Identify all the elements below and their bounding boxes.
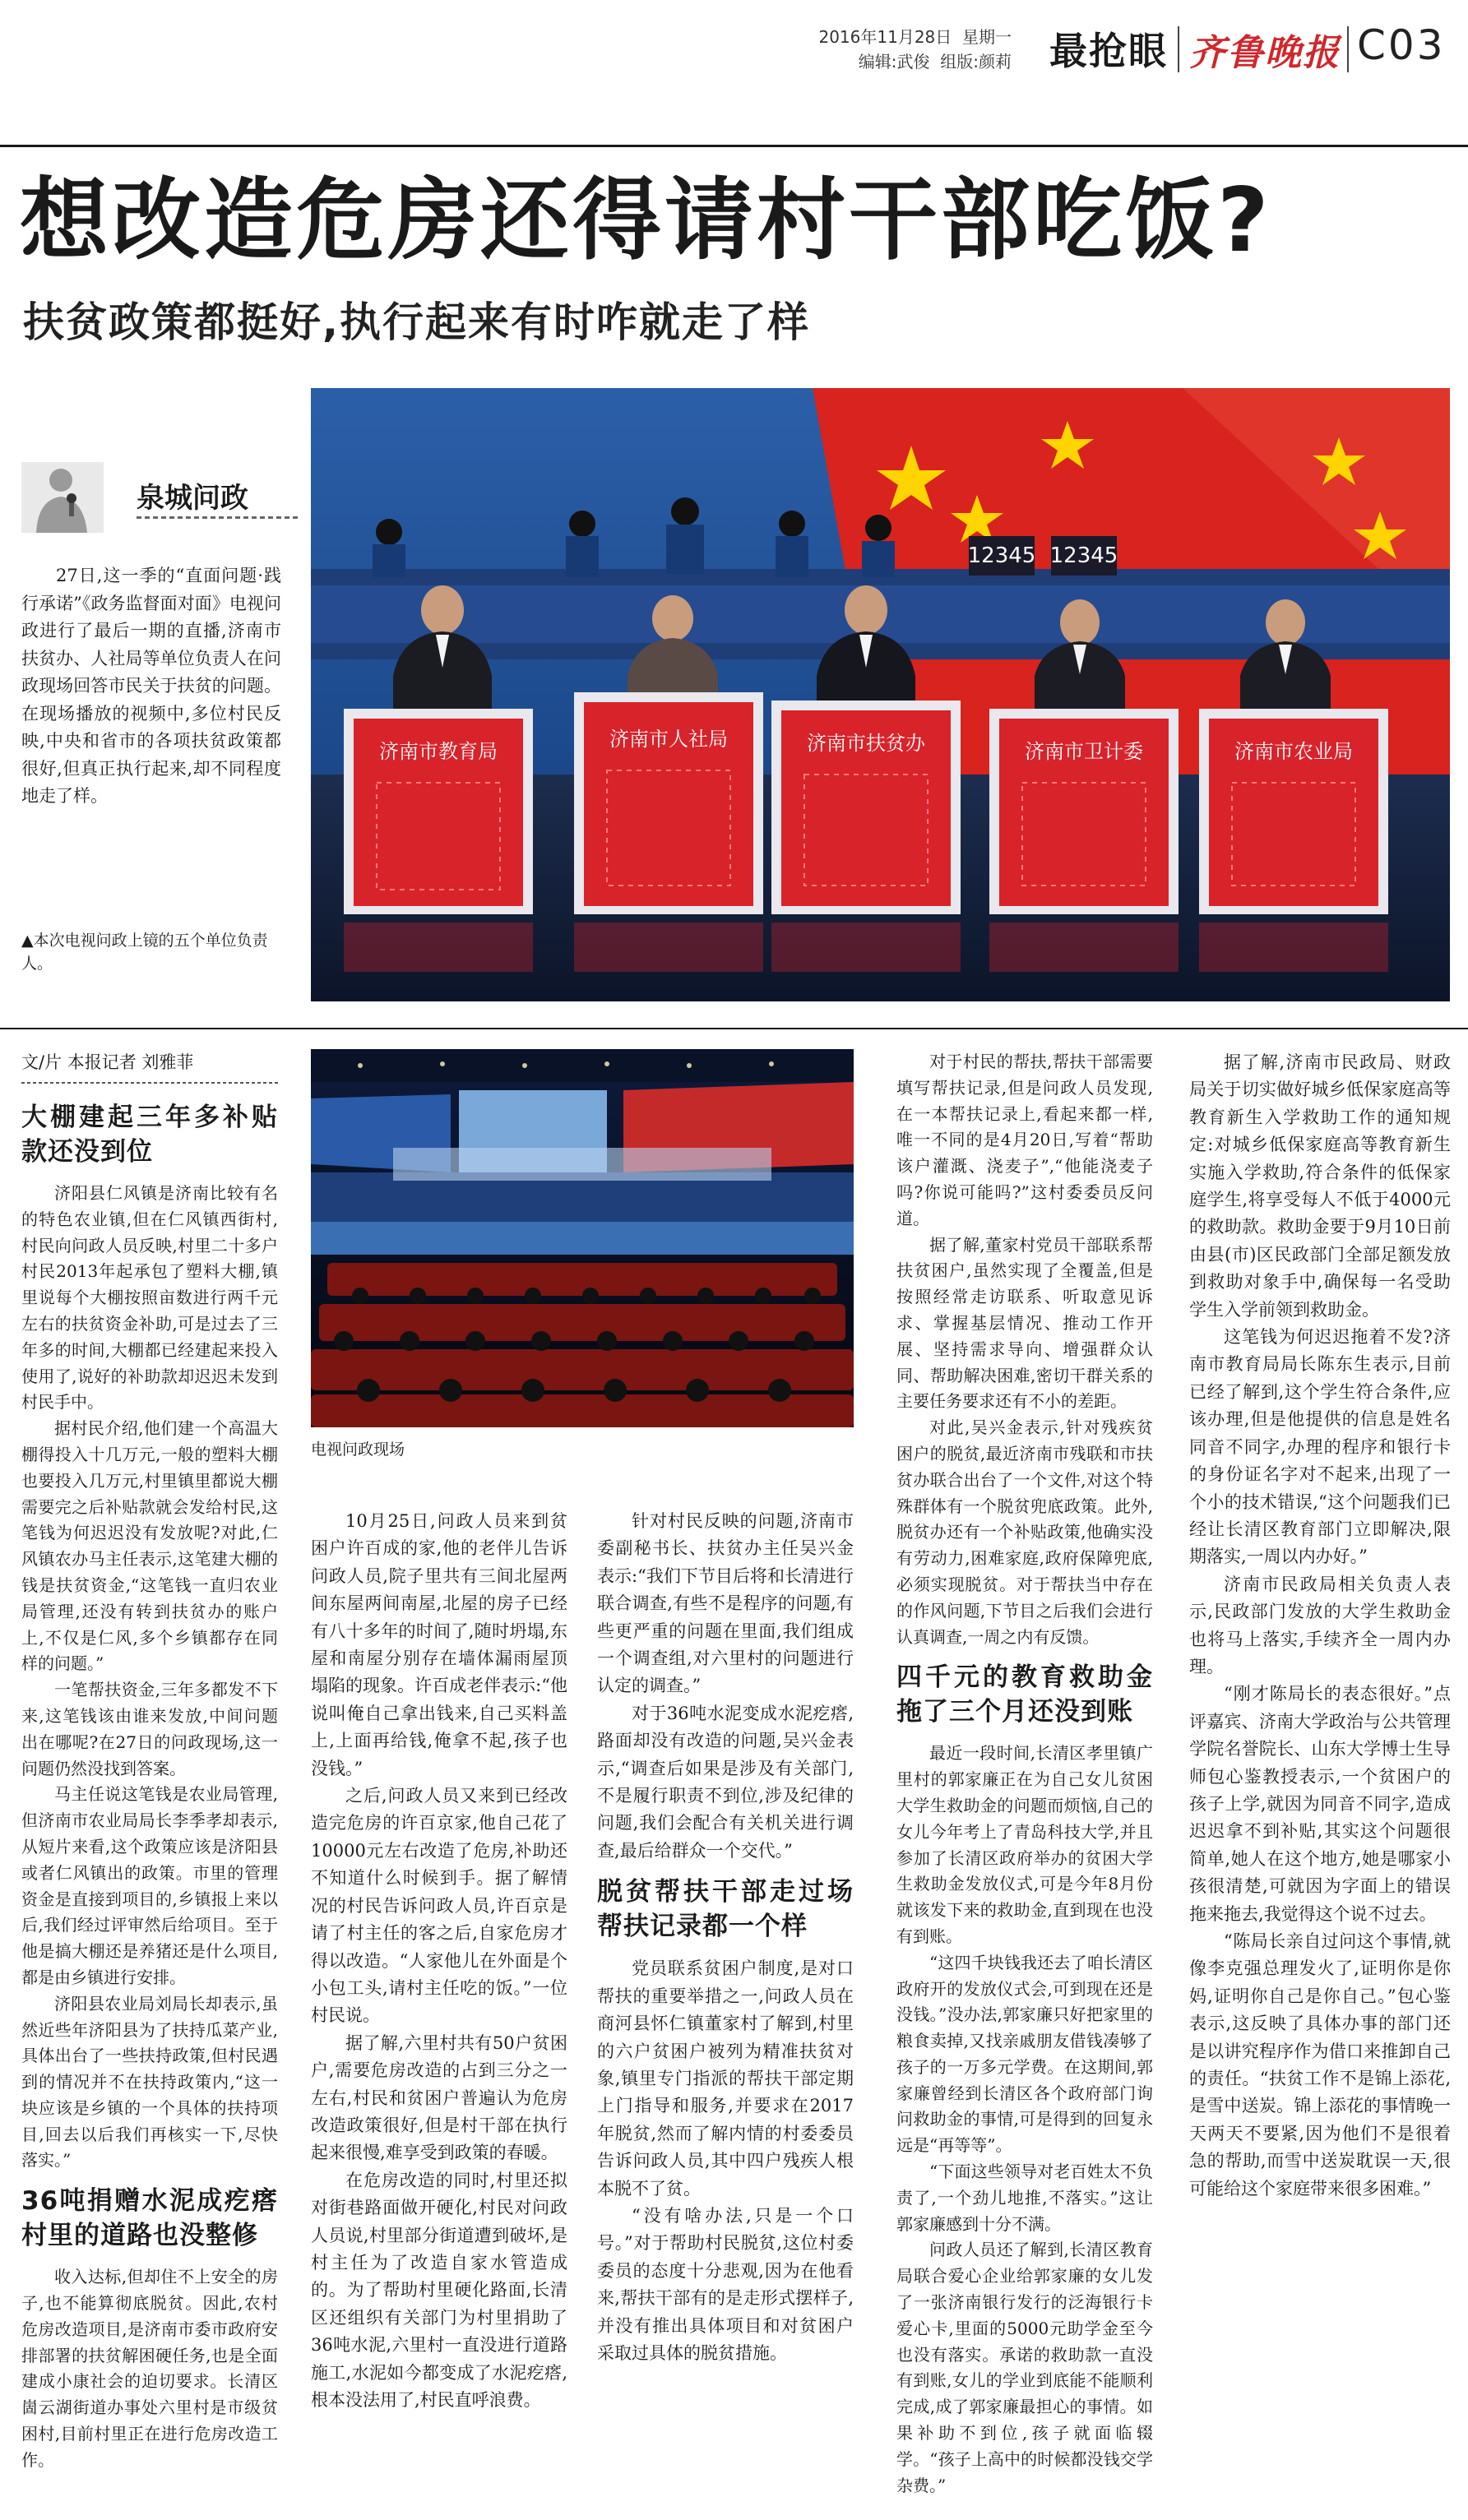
paragraph: 据了解,六里村共有50户贫困户,需要危房改造的占到三分之一左右,村民和贫困户普遍认为危房改造政策很好,但是村干部在执行起来很慢,难享受到政策的春暖。: [311, 2032, 567, 2163]
paragraph: 据了解,董家村党员干部联系帮扶贫困户,虽然实现了全覆盖,但是按照经常走访联系、听取意见诉求、掌握基层情况、推动工作开展、坚持需求导向、增强群众认同、帮助解决困难,密切干群关系的主要任务要求还有不小的差距。: [896, 1234, 1153, 1412]
subheadline: 扶贫政策都挺好,执行起来有时咋就走了样: [23, 298, 810, 346]
section-rule: [0, 1028, 1468, 1029]
masthead: [0, 15, 1468, 81]
podiums: [344, 692, 1388, 914]
masthead-divider: [1178, 26, 1179, 72]
column-name: 泉城问政: [137, 482, 248, 515]
lead-paragraph: 27日,这一季的“直面问题·践行承诺”《政务监督面对面》电视问政进行了最后一期的直播,济南市扶贫办、人社局等单位负责人在问政现场回答市民关于扶贫的问题。在现场播放的视频中,多位村民反映,中央和省市的各项扶贫政策都很好,但真正执行起来,却不同程度地走了样。: [21, 566, 281, 806]
section-heading: 大棚建起三年多补贴款还没到位: [21, 1103, 278, 1167]
hall-photo-caption: 电视问政现场: [311, 1440, 405, 1459]
paragraph: 一笔帮扶资金,三年多都发不下来,这笔钱该由谁来发放,中间问题出在哪呢?在27日的问政现场,这一问题仍然没找到答案。: [21, 1680, 278, 1778]
hall-illustration: [311, 1049, 854, 1427]
designer-credit: 组版:颜莉: [940, 52, 1012, 72]
editor-credit: 编辑:武俊: [858, 52, 930, 72]
main-photo: [311, 388, 1450, 1001]
hotline-number: 12345: [1049, 543, 1118, 568]
section-heading: 36吨捐赠水泥成疙瘩村里的道路也没整修: [21, 2186, 278, 2251]
hall-photo: [311, 1049, 854, 1427]
reporter-icon: [21, 462, 104, 533]
hotline-number: 12345: [967, 543, 1036, 568]
section-heading: 四千元的教育救助金拖了三个月还没到账: [896, 1662, 1153, 1727]
podium-label: 济南市人社局: [609, 728, 728, 751]
badge-underline: [137, 516, 301, 519]
paragraph: 据村民介绍,他们建一个高温大棚得投入十几万元,一般的塑料大棚也要投入几万元,村里镇里都说大棚需要完之后补贴款就会发给村民,这笔钱为何迟迟没有发放呢?对此,仁风镇农办马主任表示,这笔建大棚的钱是扶贫资金,“这笔钱一直归农业局管理,还没有转到扶贫办的账户上,不仅是仁风,多个乡镇都存在同样的问题。”: [21, 1418, 278, 1674]
paragraph: “这四千块钱我还去了咱长清区政府开的发放仪式会,可到现在还是没钱。”没办法,郭家廉只好把家里的粮食卖掉,又找亲戚朋友借钱凑够了孩子的一万多元学费。在这期间,郭家廉曾经到长清区各个政府部门询问救助金的事情,可是得到的回复永远是“再等等”。: [896, 1952, 1153, 2156]
paragraph: 问政人员还了解到,长清区教育局联合爱心企业给郭家廉的女儿发了一张济南银行发行的泛海银行卡爱心卡,里面的5000元助学金至今也没有落实。承诺的救助款一直没有到账,女儿的学业到底能不能顺利完成,成了郭家廉最担心的事情。如果补助不到位,孩子就面临辍学。“孩子上高中的时候都没钱交学杂费。”: [896, 2240, 1153, 2495]
newspaper-logo: 齐鲁晚报: [1189, 32, 1341, 74]
section-heading: 脱贫帮扶干部走过场帮扶记录都一个样: [597, 1877, 854, 1942]
paragraph: 在危房改造的同时,村里还拟对街巷路面做开硬化,村民对问政人员说,村里部分街道遭到破坏,是村主任为了改造自家水管造成的。为了帮助村里硬化路面,长清区还组织有关部门为村里捐助了36吨水泥,六里村一直没进行道路施工,水泥如今都变成了水泥疙瘩,根本没法用了,村民直呼浪费。: [311, 2170, 567, 2410]
article-column-3: [597, 1508, 854, 2367]
podium-label: 济南市教育局: [379, 740, 498, 763]
article-column-5: [1189, 1049, 1451, 2203]
paragraph: 对于36吨水泥变成水泥疙瘩,路面却没有改造的问题,吴兴金表示,“调查后如果是涉及有关部门,不是履行职责不到位,涉及纪律的问题,我们会配合有关机关进行调查,最后给群众一个交代。”: [597, 1703, 854, 1861]
podium-label: 济南市扶贫办: [807, 732, 925, 755]
issue-weekday: 星期一: [962, 27, 1012, 47]
podium-label: 济南市卫计委: [1025, 740, 1143, 763]
paragraph: 马主任说这笔钱是农业局管理,但济南市农业局局长李季孝却表示,从短片来看,这个政策应该是济阳县或者仁风镇出的政策。市里的管理资金是直接到项目的,乡镇报上来以后,我们经过评审然后给项目。至于他是搞大棚还是养猪还是什么项目,都是由乡镇进行安排。: [21, 1784, 278, 1987]
paragraph: 党员联系贫困户制度,是对口帮扶的重要举措之一,问政人员在商河县怀仁镇董家村了解到,村里的六户贫困户被列为精准扶贫对象,镇里专门指派的帮扶干部定期上门指导和服务,并要求在2017年脱贫,然而了解内情的村委委员告诉问政人员,其中四户残疾人根本脱不了贫。: [597, 1958, 854, 2199]
article-column-2: [311, 1508, 567, 2414]
paragraph: 对于村民的帮扶,帮扶干部需要填写帮扶记录,但是问政人员发现,在一本帮扶记录上,看起来都一样,唯一不同的是4月20日,写着“帮助该户灌溉、浇麦子”,“他能浇麦子吗?你说可能吗?”这村委委员反问道。: [896, 1052, 1153, 1228]
article-column-4: [896, 1049, 1153, 2499]
article-column-1: [21, 1049, 278, 2474]
paragraph: 济南市民政局相关负责人表示,民政部门发放的大学生救助金也将马上落实,手续齐全一周内办理。: [1189, 1574, 1451, 1676]
paragraph: “下面这些领导对老百姓太不负责了,一个劲儿地推,不落实。”这让郭家廉感到十分不满。: [896, 2162, 1153, 2234]
paragraph: 10月25日,问政人员来到贫困户许百成的家,他的老伴儿告诉问政人员,院子里共有三间北屋两间东屋两间南屋,北屋的房子已经有八十多年的时间了,随时坍塌,东屋和南屋分别存在墙体漏雨屋顶塌陷的现象。许百成老伴表示:“他说叫俺自己拿出钱来,自己买料盖上,上面再给钱,俺拿不起,孩子也没钱。”: [311, 1511, 567, 1778]
paragraph: 济阳县仁风镇是济南比较有名的特色农业镇,但在仁风镇西街村,村民向问政人员反映,村里二十多户村民2013年起承包了塑料大棚,镇里说每个大棚按照亩数进行两千元左右的扶贫资金补助,可是过去了三年多的时间,大棚都已经建起来投入使用了,说好的补助款却迟迟未发到村民手中。: [21, 1183, 278, 1413]
byline: 文/片 本报记者 刘雅菲: [21, 1052, 194, 1072]
page-number: C03: [1357, 21, 1446, 69]
paragraph: 针对村民反映的问题,济南市委副秘书长、扶贫办主任吴兴金表示:“我们下节目后将和长清进行联合调查,有些不是程序的问题,有些更严重的问题在里面,我们组成一个调查组,对六里村的问题进行认定的调查。”: [597, 1511, 854, 1696]
byline-rule: [21, 1082, 278, 1084]
paragraph: 据了解,济南市民政局、财政局关于切实做好城乡低保家庭高等教育新生入学救助工作的通知规定:对城乡低保家庭高等教育新生实施入学救助,符合条件的低保家庭学生,将享受每人不低于4000元的救助款。救助金要于9月10日前由县(市)区民政部门全部足额发放到救助对象手中,确保每一名受助学生入学前领到救助金。: [1189, 1052, 1451, 1320]
paragraph: “刚才陈局长的表态很好。”点评嘉宾、济南大学政治与公共管理学院名誉院长、山东大学博士生导师包心鉴教授表示,一个贫困户的孩子上学,就因为同音不同字,造成迟迟拿不到补贴,其实这个问题很简单,她人在这个地方,她是哪家小孩很清楚,可就因为字面上的错误拖来拖去,我觉得这个说不过去。: [1189, 1684, 1451, 1924]
podium-label: 济南市农业局: [1234, 740, 1353, 763]
headline: 想改造危房还得请村干部吃饭?: [20, 169, 1272, 272]
paragraph: 最近一段时间,长清区孝里镇广里村的郭家廉正在为自己女儿贫困大学生救助金的问题而烦恼,自己的女儿今年考上了青岛科技大学,并且参加了长清区政府举办的贫困大学生救助金发放仪式,可是今年8月份就该发下来的救助金,直到现在也没有到账。: [896, 1743, 1153, 1946]
column-badge: [21, 460, 285, 534]
paragraph: “没有啥办法,只是一个口号。”对于帮助村民脱贫,这位村委委员的态度十分悲观,因为在他看来,帮扶干部有的是走形式摆样子,并没有推出具体项目和对贫困户采取过具体的脱贫措施。: [597, 2205, 854, 2363]
issue-date: 2016年11月28日: [818, 27, 952, 47]
studio-illustration: [311, 388, 1450, 1001]
paragraph: 收入达标,但却住不上安全的房子,也不能算彻底脱贫。因此,农村危房改造项目,是济南市委市政府安排部署的扶贫解困硬任务,也是全面建成小康社会的迫切要求。长清区崮云湖街道办事处六里村是市级贫困村,目前村里正在进行危房改造工作。: [21, 2267, 278, 2470]
paragraph: “陈局长亲自过问这个事情,就像李克强总理发火了,证明你是你妈,证明你自己是你自己。”包心鉴表示,这反映了具体办事的部门还是以讲究程序作为借口来推卸自己的责任。“扶贫工作不是锦上添花,是雪中送炭。锦上添花的事情晚一天两天不要紧,因为他们不是很着急的帮助,而雪中送炭耽误一天,很可能给这个家庭带来很多困难。”: [1189, 1931, 1451, 2199]
top-rule: [0, 145, 1468, 147]
paragraph: 济阳县农业局刘局长却表示,虽然近些年济阳县为了扶持瓜菜产业,具体出台了一些扶持政策,但村民遇到的情况并不在扶持政策内,“这一块应该是乡镇的一个具体的扶持项目,回去以后我们再核实一下,尽快落实。”: [21, 1993, 278, 2171]
paragraph: 之后,问政人员又来到已经改造完危房的许百京家,他自己花了10000元左右改造了危房,补助还不知道什么时候到手。据了解情况的村民告诉问政人员,许百京是请了村主任的客之后,自家危房才得以改造。“人家他儿在外面是个小包工头,请村主任吃的饭。”一位村民说。: [311, 1786, 567, 2026]
paragraph: 对此,吴兴金表示,针对残疾贫困户的脱贫,最近济南市残联和市扶贫办联合出台了一个文件,对这个特殊群体有一个脱贫兜底政策。此外,脱贫办还有一个补贴政策,他确实没有劳动力,困难家庭,政府保障兜底,必须实现脱贫。对于帮扶当中存在的作风问题,下节目之后我们会进行认真调查,一周之内有反馈。: [896, 1417, 1153, 1647]
main-photo-caption: ▲本次电视问政上镜的五个单位负责人。: [21, 932, 268, 973]
section-title: 最抢眼: [1049, 29, 1168, 73]
issue-meta: [798, 25, 1012, 74]
paragraph: 这笔钱为何迟迟拖着不发?济南市教育局局长陈东生表示,目前已经了解到,这个学生符合条件,应该办理,但是他提供的信息是姓名同音不同字,办理的程序和银行卡的身份证名字对不起来,出现了一个小的技术错误,“这个问题我们已经让长清区教育部门立即解决,限期落实,一周以内办好。”: [1189, 1327, 1451, 1567]
masthead-divider: [1347, 26, 1349, 72]
